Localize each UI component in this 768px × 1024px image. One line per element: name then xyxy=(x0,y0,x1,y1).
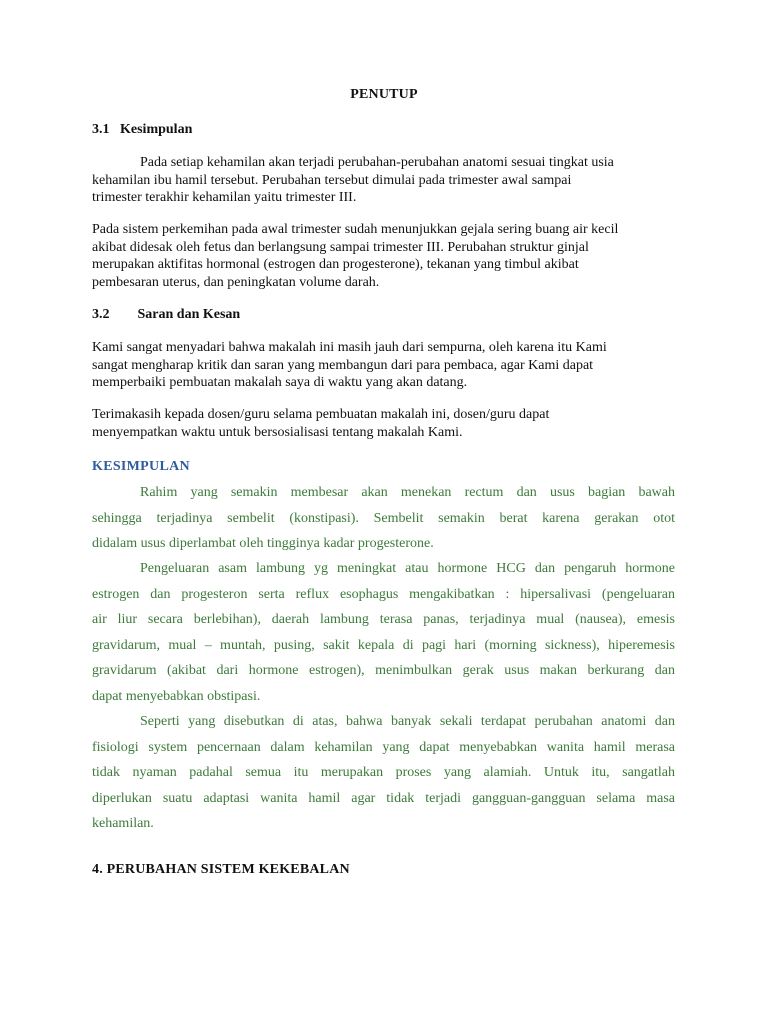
text-line: merupakan aktifitas hormonal (estrogen dan progesterone), tekanan yang timbul akibat xyxy=(92,257,579,272)
paragraph-3-1-a xyxy=(92,154,682,207)
section-number: 3.2 xyxy=(92,307,110,322)
section-heading-4: 4. PERUBAHAN SISTEM KEKEBALAN xyxy=(92,862,350,877)
text-line: estrogen dan progesteron serta reflux esophagus mengakibatkan : hipersalivasi (pengeluaran xyxy=(92,586,675,602)
text-line: akibat didesak oleh fetus dan berlangsung sampai trimester III. Perubahan struktur ginjal xyxy=(92,239,589,255)
text-line: air liur secara berlebihan), daerah lambung terasa panas, terjadinya mual (nausea), emesis xyxy=(92,612,675,628)
section-heading-3-2 xyxy=(92,307,240,323)
section-title: Kesimpulan xyxy=(120,122,193,137)
text-line: Kami sangat menyadari bahwa makalah ini masih jauh dari sempurna, oleh karena itu Kami xyxy=(92,340,607,355)
text-line: dapat menyebabkan obstipasi. xyxy=(92,688,261,704)
section-title: Saran dan Kesan xyxy=(137,307,241,322)
text-line: tidak nyaman padahal semua itu merupakan proses yang alamiah. Untuk itu, sangatlah xyxy=(92,765,675,781)
text-line: Terimakasih kepada dosen/guru selama pembuatan makalah ini, dosen/guru dapat xyxy=(92,407,550,422)
text-line: kehamilan ibu hamil tersebut. Perubahan tersebut dimulai pada trimester awal sampai xyxy=(92,172,572,188)
text-line: didalam usus diperlambat oleh tingginya kadar progesterone. xyxy=(92,536,434,552)
text-line: Pada sistem perkemihan pada awal trimester sudah menunjukkan gejala sering buang air kecil xyxy=(92,222,619,237)
text-line: sehingga terjadinya sembelit (konstipasi). Sembelit semakin berat karena gerakan otot xyxy=(92,510,675,526)
text-line: fisiologi system pencernaan dalam kehamilan yang dapat menyebabkan wanita hamil merasa xyxy=(92,739,675,755)
page-title: PENUTUP xyxy=(350,87,418,102)
text-line: Seperti yang disebutkan di atas, bahwa banyak sekali terdapat perubahan anatomi dan xyxy=(140,714,675,729)
text-line: gravidarum, mual – muntah, pusing, sakit kepala di pagi hari (morning sickness), hiperemesis xyxy=(92,637,675,653)
text-line: trimester terakhir kehamilan yaitu trimester III. xyxy=(92,190,357,205)
section-heading-3-1 xyxy=(92,122,192,138)
text-line: sangat mengharap kritik dan saran yang membangun dari para pembaca, agar Kami dapat xyxy=(92,357,594,373)
text-line: Pengeluaran asam lambung yg meningkat atau hormone HCG dan pengaruh hormone xyxy=(140,561,675,576)
text-line: pembesaran uterus, dan peningkatan volume darah. xyxy=(92,274,380,290)
paragraph-3-2-b xyxy=(92,406,682,441)
text-line: Rahim yang semakin membesar akan menekan rectum dan usus bagian bawah xyxy=(140,485,675,500)
section-number: 3.1 xyxy=(92,122,110,137)
kesimpulan-paragraph-2 xyxy=(92,556,675,710)
text-line: diperlukan suatu adaptasi wanita hamil agar tidak terjadi gangguan-gangguan selama masa xyxy=(92,790,675,806)
kesimpulan-paragraph-1 xyxy=(92,480,675,557)
paragraph-3-1-b xyxy=(92,221,682,291)
kesimpulan-paragraph-3 xyxy=(92,709,675,837)
text-line: kehamilan. xyxy=(92,816,154,832)
paragraph-3-2-a xyxy=(92,339,682,392)
kesimpulan-heading: KESIMPULAN xyxy=(92,459,190,474)
text-line: gravidarum (akibat dari hormone estrogen), menimbulkan gerak usus makan berkurang dan xyxy=(92,663,675,679)
text-line: menyempatkan waktu untuk bersosialisasi tentang makalah Kami. xyxy=(92,424,463,440)
text-line: memperbaiki pembuatan makalah saya di waktu yang akan datang. xyxy=(92,375,468,390)
text-line: Pada setiap kehamilan akan terjadi perubahan-perubahan anatomi sesuai tingkat usia xyxy=(140,155,614,170)
